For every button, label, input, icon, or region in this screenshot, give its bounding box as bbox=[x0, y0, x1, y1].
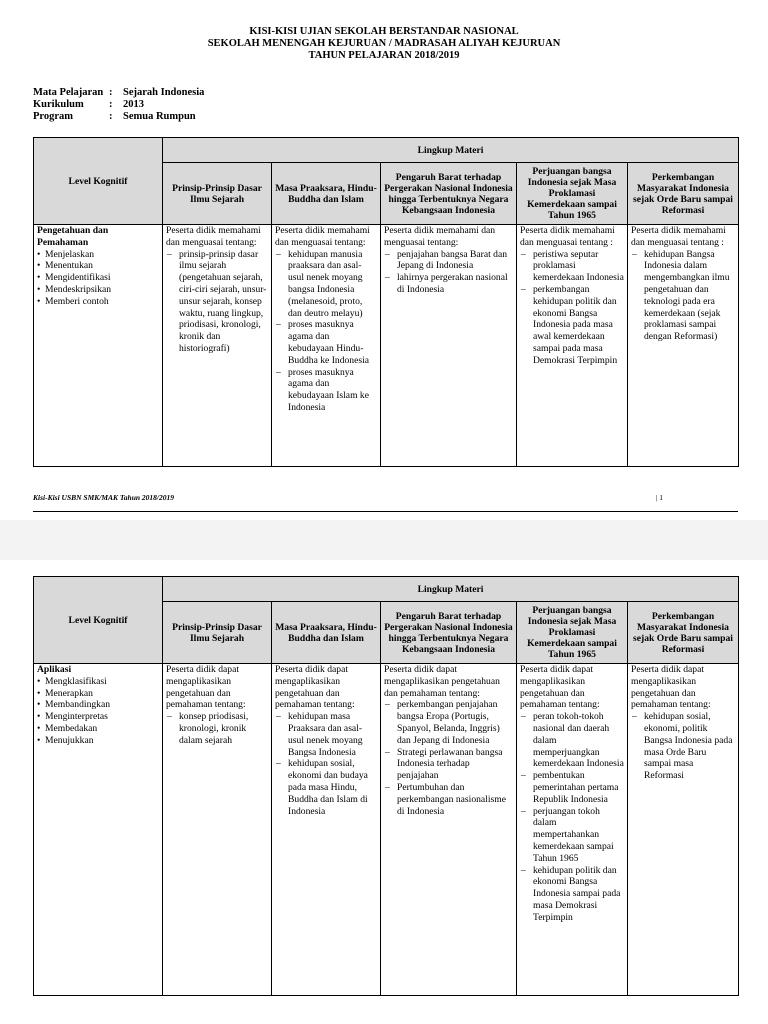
meta-info bbox=[33, 87, 204, 123]
col-header: Masa Praaksara, Hindu-Buddha dan Islam bbox=[272, 602, 381, 664]
cell-list bbox=[520, 711, 624, 923]
list-item: – kehidupan sosial, ekonomi, politik Bangsa Indonesia pada masa Orde Baru sampai masa Reformasi bbox=[631, 711, 735, 782]
level-cell bbox=[34, 664, 163, 996]
list-item: • Menginterpretas bbox=[37, 711, 159, 723]
list-item: – pembentukan pemerintahan pertama Republik Indonesia bbox=[520, 770, 624, 805]
page-footer bbox=[33, 493, 738, 512]
list-item: – prinsip-prinsip dasar ilmu sejarah (pengetahuan sejarah, ciri-ciri sejarah, unsur-unsur sejarah, konsep waktu, ruang lingkup, priodisasi, kronologi, kronik dan historiografi) bbox=[166, 249, 268, 355]
cell-list bbox=[166, 711, 268, 746]
col-header: Pengaruh Barat terhadap Pergerakan Nasional Indonesia hingga Terbentuknya Negara Kebangsaan Indonesia bbox=[381, 163, 517, 225]
content-cell bbox=[272, 225, 381, 467]
scope-header: Lingkup Materi bbox=[163, 138, 739, 163]
cell-intro: Peserta didik dapat mengaplikasikan pengetahuan dan pemahaman tentang: bbox=[631, 664, 711, 711]
list-item: • Memberi contoh bbox=[37, 296, 159, 308]
list-item: • Menjelaskan bbox=[37, 249, 159, 261]
cell-list bbox=[384, 699, 513, 817]
list-item: – kehidupan sosial, ekonomi dan budaya pada masa Hindu, Buddha dan Islam di Indonesia bbox=[275, 758, 377, 817]
title-line-3: TAHUN PELAJARAN 2018/2019 bbox=[308, 50, 460, 61]
list-item: – Pertumbuhan dan perkembangan nasionalisme di Indonesia bbox=[384, 782, 513, 817]
cell-intro: Peserta didik dapat mengaplikasikan pengetahuan dan pemahaman tentang: bbox=[275, 664, 355, 711]
col-header: Masa Praaksara, Hindu-Buddha dan Islam bbox=[272, 163, 381, 225]
cell-intro: Peserta didik memahami dan menguasai tentang : bbox=[520, 225, 615, 248]
cell-list bbox=[275, 249, 377, 414]
cell-list bbox=[631, 711, 735, 782]
cell-list bbox=[520, 249, 624, 367]
list-item: – proses masuknya agama dan kebudayaan Hindu-Buddha ke Indonesia bbox=[275, 319, 377, 366]
meta-key: Program bbox=[33, 111, 74, 122]
content-cell bbox=[381, 664, 517, 996]
meta-sep: : bbox=[109, 111, 113, 122]
cell-list bbox=[631, 249, 735, 343]
col-header: Perkembangan Masyarakat Indonesia sejak Orde Baru sampai Reformasi bbox=[628, 602, 739, 664]
meta-key: Kurikulum bbox=[33, 99, 84, 110]
content-cell bbox=[272, 664, 381, 996]
col-header: Perjuangan bangsa Indonesia sejak Masa Proklamasi Kemerdekaan sampai Tahun 1965 bbox=[517, 163, 628, 225]
list-item: • Menujukkan bbox=[37, 735, 159, 747]
meta-value: 2013 bbox=[123, 99, 144, 110]
level-list bbox=[37, 676, 159, 747]
list-item: – kehidupan masa Praaksara dan asal-usul nenek moyang Bangsa Indonesia bbox=[275, 711, 377, 758]
content-cell bbox=[517, 664, 628, 996]
list-item: – konsep priodisasi, kronologi, kronik dalam sejarah bbox=[166, 711, 268, 746]
content-cell bbox=[517, 225, 628, 467]
meta-sep: : bbox=[109, 87, 113, 98]
content-cell bbox=[628, 225, 739, 467]
meta-value: Semua Rumpun bbox=[123, 111, 196, 122]
cell-intro: Peserta didik dapat mengaplikasikan pengetahuan dan pemahaman tentang: bbox=[384, 664, 500, 699]
header-row bbox=[34, 577, 739, 602]
list-item: • Mengidentifikasi bbox=[37, 272, 159, 284]
cell-intro: Peserta didik dapat mengaplikasikan pengetahuan dan pemahaman tentang: bbox=[166, 664, 246, 711]
cell-intro: Peserta didik memahami dan menguasai tentang: bbox=[166, 225, 261, 248]
meta-value: Sejarah Indonesia bbox=[123, 87, 205, 98]
header-row bbox=[34, 138, 739, 163]
list-item: • Menerapkan bbox=[37, 688, 159, 700]
meta-row bbox=[33, 111, 204, 123]
meta-sep: : bbox=[109, 99, 113, 110]
col-header: Perkembangan Masyarakat Indonesia sejak Orde Baru sampai Reformasi bbox=[628, 163, 739, 225]
cell-list bbox=[275, 711, 377, 817]
cell-intro: Peserta didik memahami dan menguasai tentang: bbox=[275, 225, 370, 248]
list-item: – perkembangan penjajahan bangsa Eropa (Portugis, Spanyol, Belanda, Inggris) dan Jepang di Indonesia bbox=[384, 699, 513, 746]
level-header: Level Kognitif bbox=[34, 138, 163, 225]
list-item: – perkembangan kehidupan politik dan ekonomi Bangsa Indonesia pada masa awal kemerdekaan sampai pada masa Demokrasi Terpimpin bbox=[520, 284, 624, 367]
list-item: • Mendeskripsikan bbox=[37, 284, 159, 296]
list-item: • Membedakan bbox=[37, 723, 159, 735]
list-item: – lahirnya pergerakan nasional di Indonesia bbox=[384, 272, 513, 296]
cell-list bbox=[384, 249, 513, 296]
list-item: – kehidupan politik dan ekonomi Bangsa Indonesia sampai pada masa Demokrasi Terpimpin bbox=[520, 865, 624, 924]
table-row bbox=[34, 664, 739, 996]
level-title: Aplikasi bbox=[37, 664, 72, 675]
list-item: – proses masuknya agama dan kebudayaan Islam ke Indonesia bbox=[275, 367, 377, 414]
title-line-2: SEKOLAH MENENGAH KEJURUAN / MADRASAH ALIYAH KEJURUAN bbox=[207, 38, 561, 49]
list-item: – perjuangan tokoh dalam mempertahankan kemerdekaan sampai Tahun 1965 bbox=[520, 806, 624, 865]
title-line-1: KISI-KISI UJIAN SEKOLAH BERSTANDAR NASIONAL bbox=[249, 26, 519, 37]
level-title: Pengetahuan dan Pemahaman bbox=[37, 225, 109, 248]
level-cell bbox=[34, 225, 163, 467]
list-item: • Membandingkan bbox=[37, 699, 159, 711]
meta-row bbox=[33, 87, 204, 99]
scope-header: Lingkup Materi bbox=[163, 577, 739, 602]
content-cell bbox=[381, 225, 517, 467]
content-cell bbox=[163, 664, 272, 996]
list-item: – kehidupan Bangsa Indonesia dalam mengembangkan ilmu pengetahuan dan teknologi pada era kemerdekaan (sejak proklamasi sampai dengan Reformasi) bbox=[631, 249, 735, 343]
meta-key: Mata Pelajaran bbox=[33, 87, 104, 98]
kisi-table-1 bbox=[33, 137, 739, 467]
cell-intro: Peserta didik memahami dan menguasai tentang: bbox=[384, 225, 496, 248]
list-item: • Menentukan bbox=[37, 260, 159, 272]
table-row bbox=[34, 225, 739, 467]
page-gap bbox=[0, 520, 768, 560]
level-list bbox=[37, 249, 159, 308]
col-header: Prinsip-Prinsip Dasar Ilmu Sejarah bbox=[163, 163, 272, 225]
content-cell bbox=[628, 664, 739, 996]
col-header: Prinsip-Prinsip Dasar Ilmu Sejarah bbox=[163, 602, 272, 664]
list-item: – peristiwa seputar proklamasi kemerdekaan Indonesia bbox=[520, 249, 624, 284]
list-item: – Strategi perlawanan bangsa Indonesia terhadap penjajahan bbox=[384, 747, 513, 782]
list-item: • Mengklasifikasi bbox=[37, 676, 159, 688]
list-item: – penjajahan bangsa Barat dan Jepang di Indonesia bbox=[384, 249, 513, 273]
cell-intro: Peserta didik dapat mengaplikasikan pengetahuan dan pemahaman tentang: bbox=[520, 664, 600, 711]
page-number: | 1 bbox=[655, 493, 663, 502]
content-cell bbox=[163, 225, 272, 467]
footer-title: Kisi-Kisi USBN SMK/MAK Tahun 2018/2019 bbox=[33, 493, 175, 502]
level-header: Level Kognitif bbox=[34, 577, 163, 664]
cell-list bbox=[166, 249, 268, 355]
col-header: Perjuangan bangsa Indonesia sejak Masa Proklamasi Kemerdekaan sampai Tahun 1965 bbox=[517, 602, 628, 664]
kisi-table-2 bbox=[33, 576, 739, 996]
page-2 bbox=[0, 560, 768, 1024]
col-header: Pengaruh Barat terhadap Pergerakan Nasional Indonesia hingga Terbentuknya Negara Kebangsaan Indonesia bbox=[381, 602, 517, 664]
list-item: – peran tokoh-tokoh nasional dan daerah dalam memperjuangkan kemerdekaan Indonesia bbox=[520, 711, 624, 770]
meta-row bbox=[33, 99, 204, 111]
list-item: – kehidupan manusia praaksara dan asal-usul nenek moyang bangsa Indonesia (melanesoid, proto, dan deutro melayu) bbox=[275, 249, 377, 320]
document-title bbox=[0, 26, 768, 62]
cell-intro: Peserta didik memahami dan menguasai tentang : bbox=[631, 225, 726, 248]
